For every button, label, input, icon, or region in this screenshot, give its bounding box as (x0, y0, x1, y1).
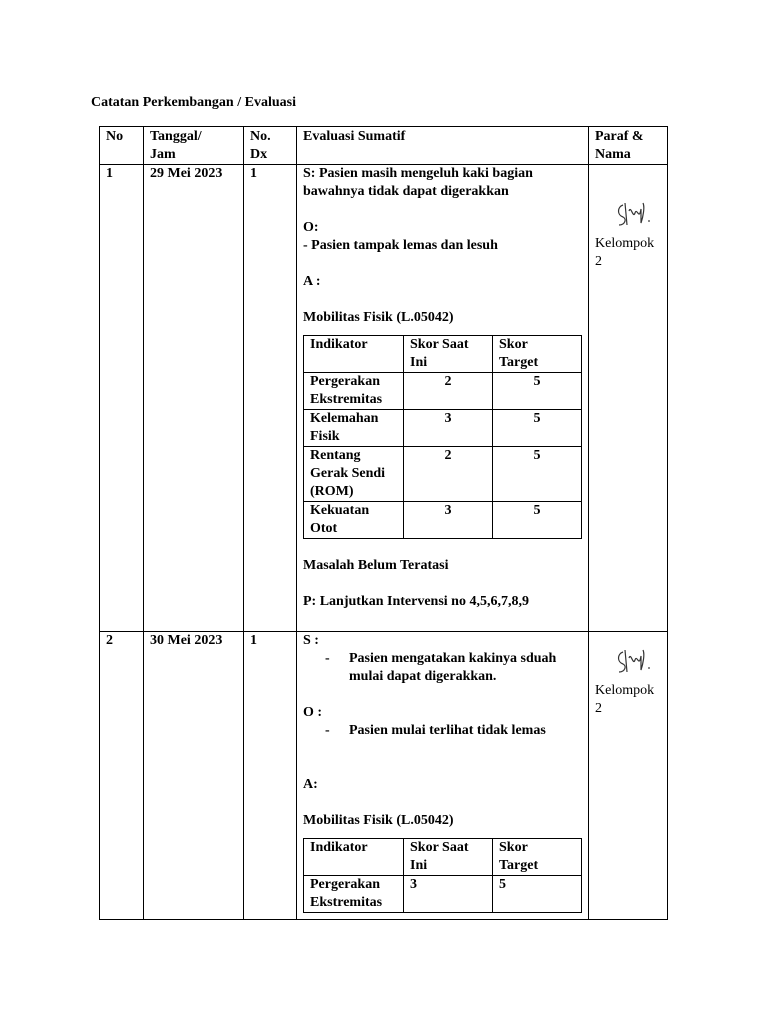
mobilitas-heading: Mobilitas Fisik (L.05042) (303, 310, 454, 325)
table-header-row (100, 127, 668, 165)
subjective-bullet: - Pasien mengatakan kakinya sduah mulai dapat digerakkan. (325, 651, 557, 684)
indicator-score-target: 5 (493, 410, 582, 447)
page-title: Catatan Perkembangan / Evaluasi (91, 95, 296, 110)
indicator-name: Rentang Gerak Sendi (ROM) (304, 447, 404, 502)
indicator-name: Pergerakan Ekstremitas (304, 876, 404, 913)
plan-text: P: Lanjutkan Intervensi no 4,5,6,7,8,9 (303, 594, 529, 609)
row-evaluasi (297, 632, 589, 920)
indicator-row (304, 876, 582, 913)
indicator-header: Indikator (304, 336, 404, 373)
indicator-header: Indikator (304, 839, 404, 876)
row-dx: 1 (244, 165, 297, 632)
row-no: 1 (100, 165, 144, 632)
indicator-header-row (304, 336, 582, 373)
row-paraf (589, 165, 668, 632)
skor-target-header: Skor Target (493, 839, 582, 876)
header-evaluasi: Evaluasi Sumatif (297, 127, 589, 165)
row-evaluasi (297, 165, 589, 632)
signature-icon (615, 646, 655, 676)
indicator-row (304, 447, 582, 502)
indicator-row (304, 410, 582, 447)
header-no: No (100, 127, 144, 165)
indicator-table (303, 335, 582, 539)
signature-icon (615, 199, 655, 229)
skor-target-header: Skor Target (493, 336, 582, 373)
paraf-name: Kelompok 2 (595, 683, 655, 716)
header-tanggal: Tanggal/ Jam (144, 127, 244, 165)
indicator-score-now: 3 (404, 876, 493, 913)
objective-bullet: - Pasien mulai terlihat tidak lemas (325, 723, 546, 738)
header-paraf: Paraf & Nama (589, 127, 668, 165)
indicator-score-target: 5 (493, 373, 582, 410)
masalah-status: Masalah Belum Teratasi (303, 558, 449, 573)
indicator-row (304, 373, 582, 410)
objective-label: O : (303, 705, 323, 720)
table-row (100, 165, 668, 632)
indicator-score-target: 5 (493, 447, 582, 502)
indicator-score-now: 3 (404, 410, 493, 447)
objective-label: O: (303, 220, 319, 235)
assessment-label: A: (303, 777, 318, 792)
indicator-score-target: 5 (493, 876, 582, 913)
paraf-name: Kelompok 2 (595, 236, 655, 269)
objective-text: - Pasien tampak lemas dan lesuh (303, 238, 498, 253)
subjective-text: S: Pasien masih mengeluh kaki bagian (303, 166, 533, 181)
indicator-name: Pergerakan Ekstremitas (304, 373, 404, 410)
indicator-score-target: 5 (493, 502, 582, 539)
indicator-row (304, 502, 582, 539)
skor-saat-header: Skor Saat Ini (404, 839, 493, 876)
row-no: 2 (100, 632, 144, 920)
skor-saat-header: Skor Saat Ini (404, 336, 493, 373)
header-dx: No. Dx (244, 127, 297, 165)
subjective-label: S : (303, 633, 319, 648)
row-dx: 1 (244, 632, 297, 920)
indicator-name: Kekuatan Otot (304, 502, 404, 539)
indicator-table (303, 838, 582, 913)
table-row (100, 632, 668, 920)
row-tanggal: 29 Mei 2023 (144, 165, 244, 632)
mobilitas-heading: Mobilitas Fisik (L.05042) (303, 813, 454, 828)
indicator-name: Kelemahan Fisik (304, 410, 404, 447)
indicator-score-now: 2 (404, 447, 493, 502)
indicator-score-now: 3 (404, 502, 493, 539)
row-tanggal: 30 Mei 2023 (144, 632, 244, 920)
evaluation-table (99, 126, 668, 920)
row-paraf (589, 632, 668, 920)
indicator-header-row (304, 839, 582, 876)
assessment-label: A : (303, 274, 321, 289)
indicator-score-now: 2 (404, 373, 493, 410)
subjective-text-cont: bawahnya tidak dapat digerakkan (303, 184, 509, 199)
